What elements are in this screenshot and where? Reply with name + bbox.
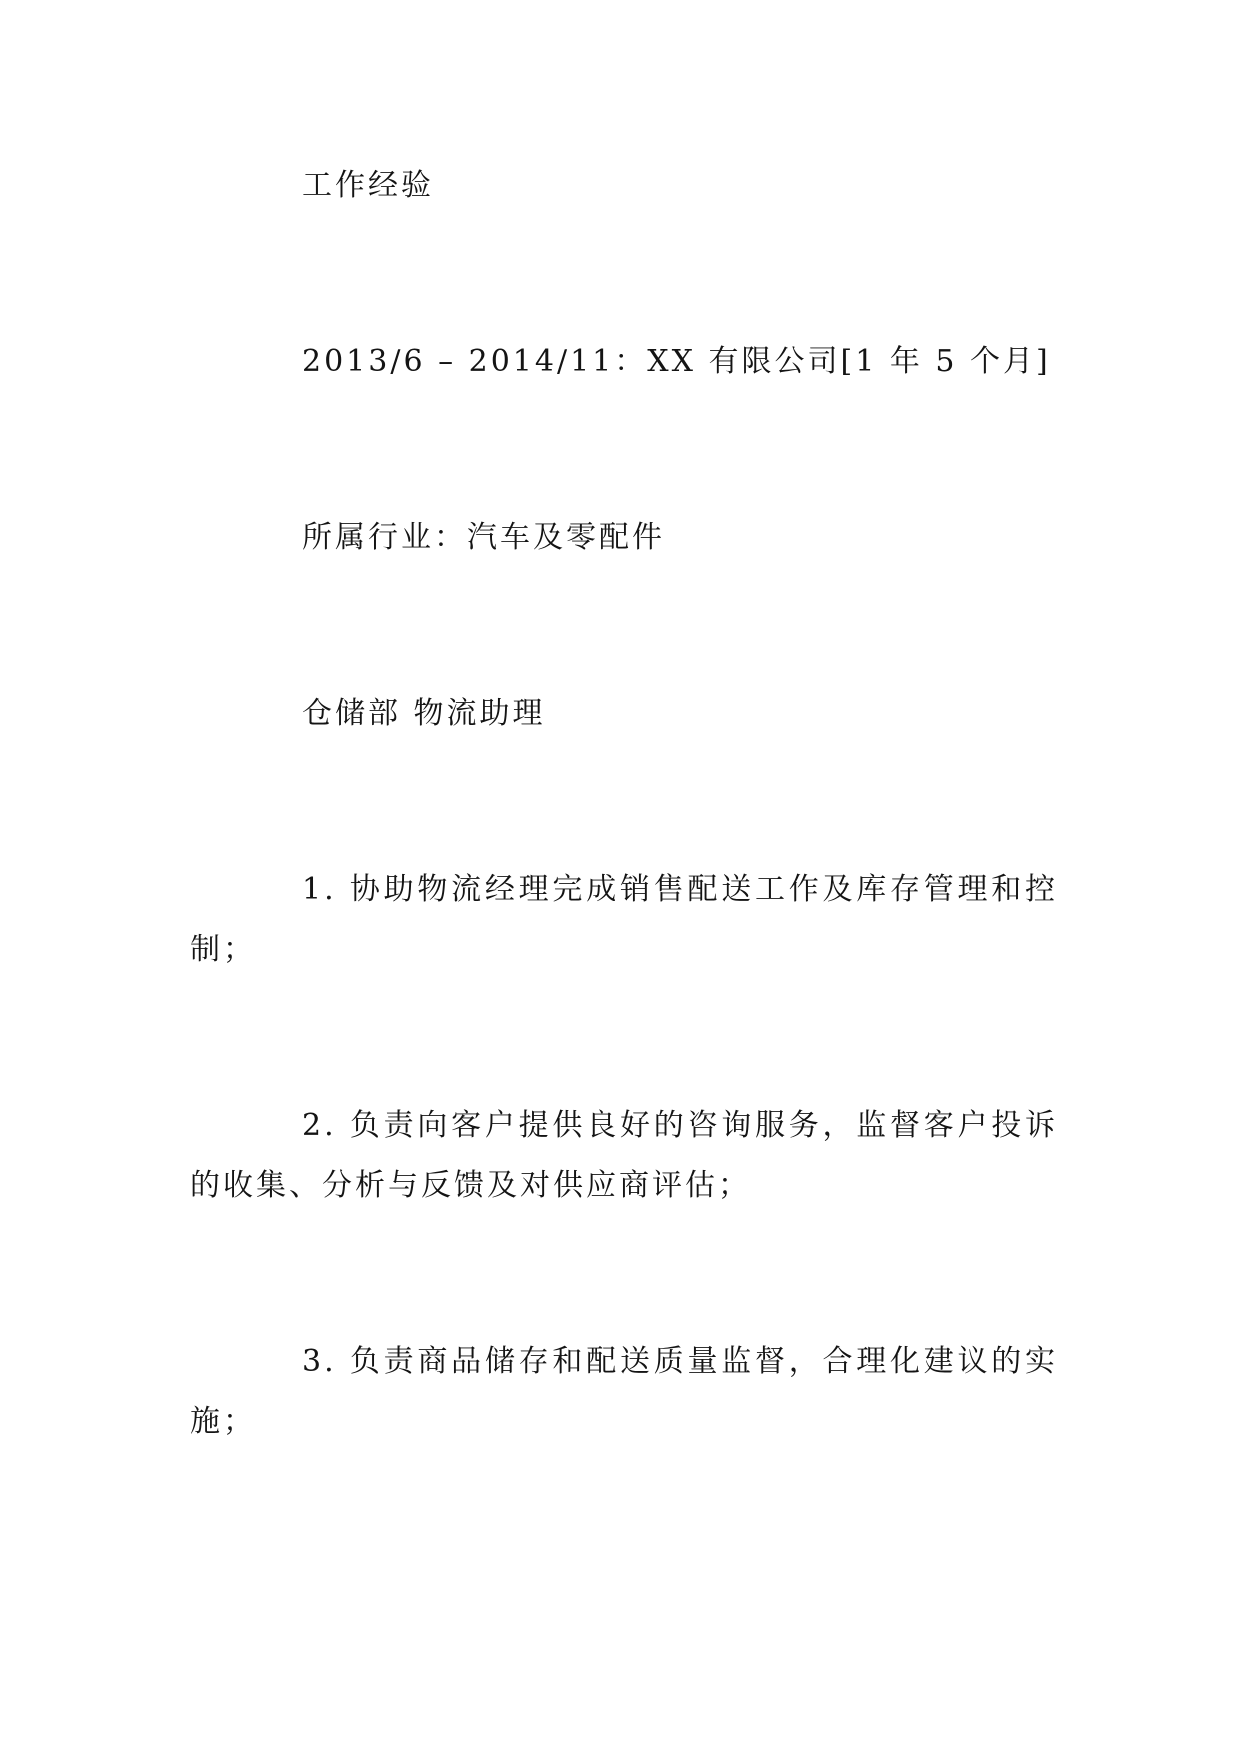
employment-period-company: 2013/6 – 2014/11：XX 有限公司[1 年 5 个月]	[302, 344, 1051, 379]
document-body	[190, 156, 1058, 1568]
duty-item: 2. 负责向客户提供良好的咨询服务，监督客户投诉的收集、分析与反馈及对供应商评估；	[190, 1108, 1058, 1203]
duty-item: 1. 协助物流经理完成销售配送工作及库存管理和控制；	[190, 872, 1058, 967]
duty-item: 3. 负责商品储存和配送质量监督，合理化建议的实施；	[190, 1344, 1058, 1439]
industry-line: 所属行业：汽车及零配件	[302, 520, 665, 555]
section-title: 工作经验	[302, 168, 434, 203]
department-position: 仓储部 物流助理	[302, 696, 546, 731]
